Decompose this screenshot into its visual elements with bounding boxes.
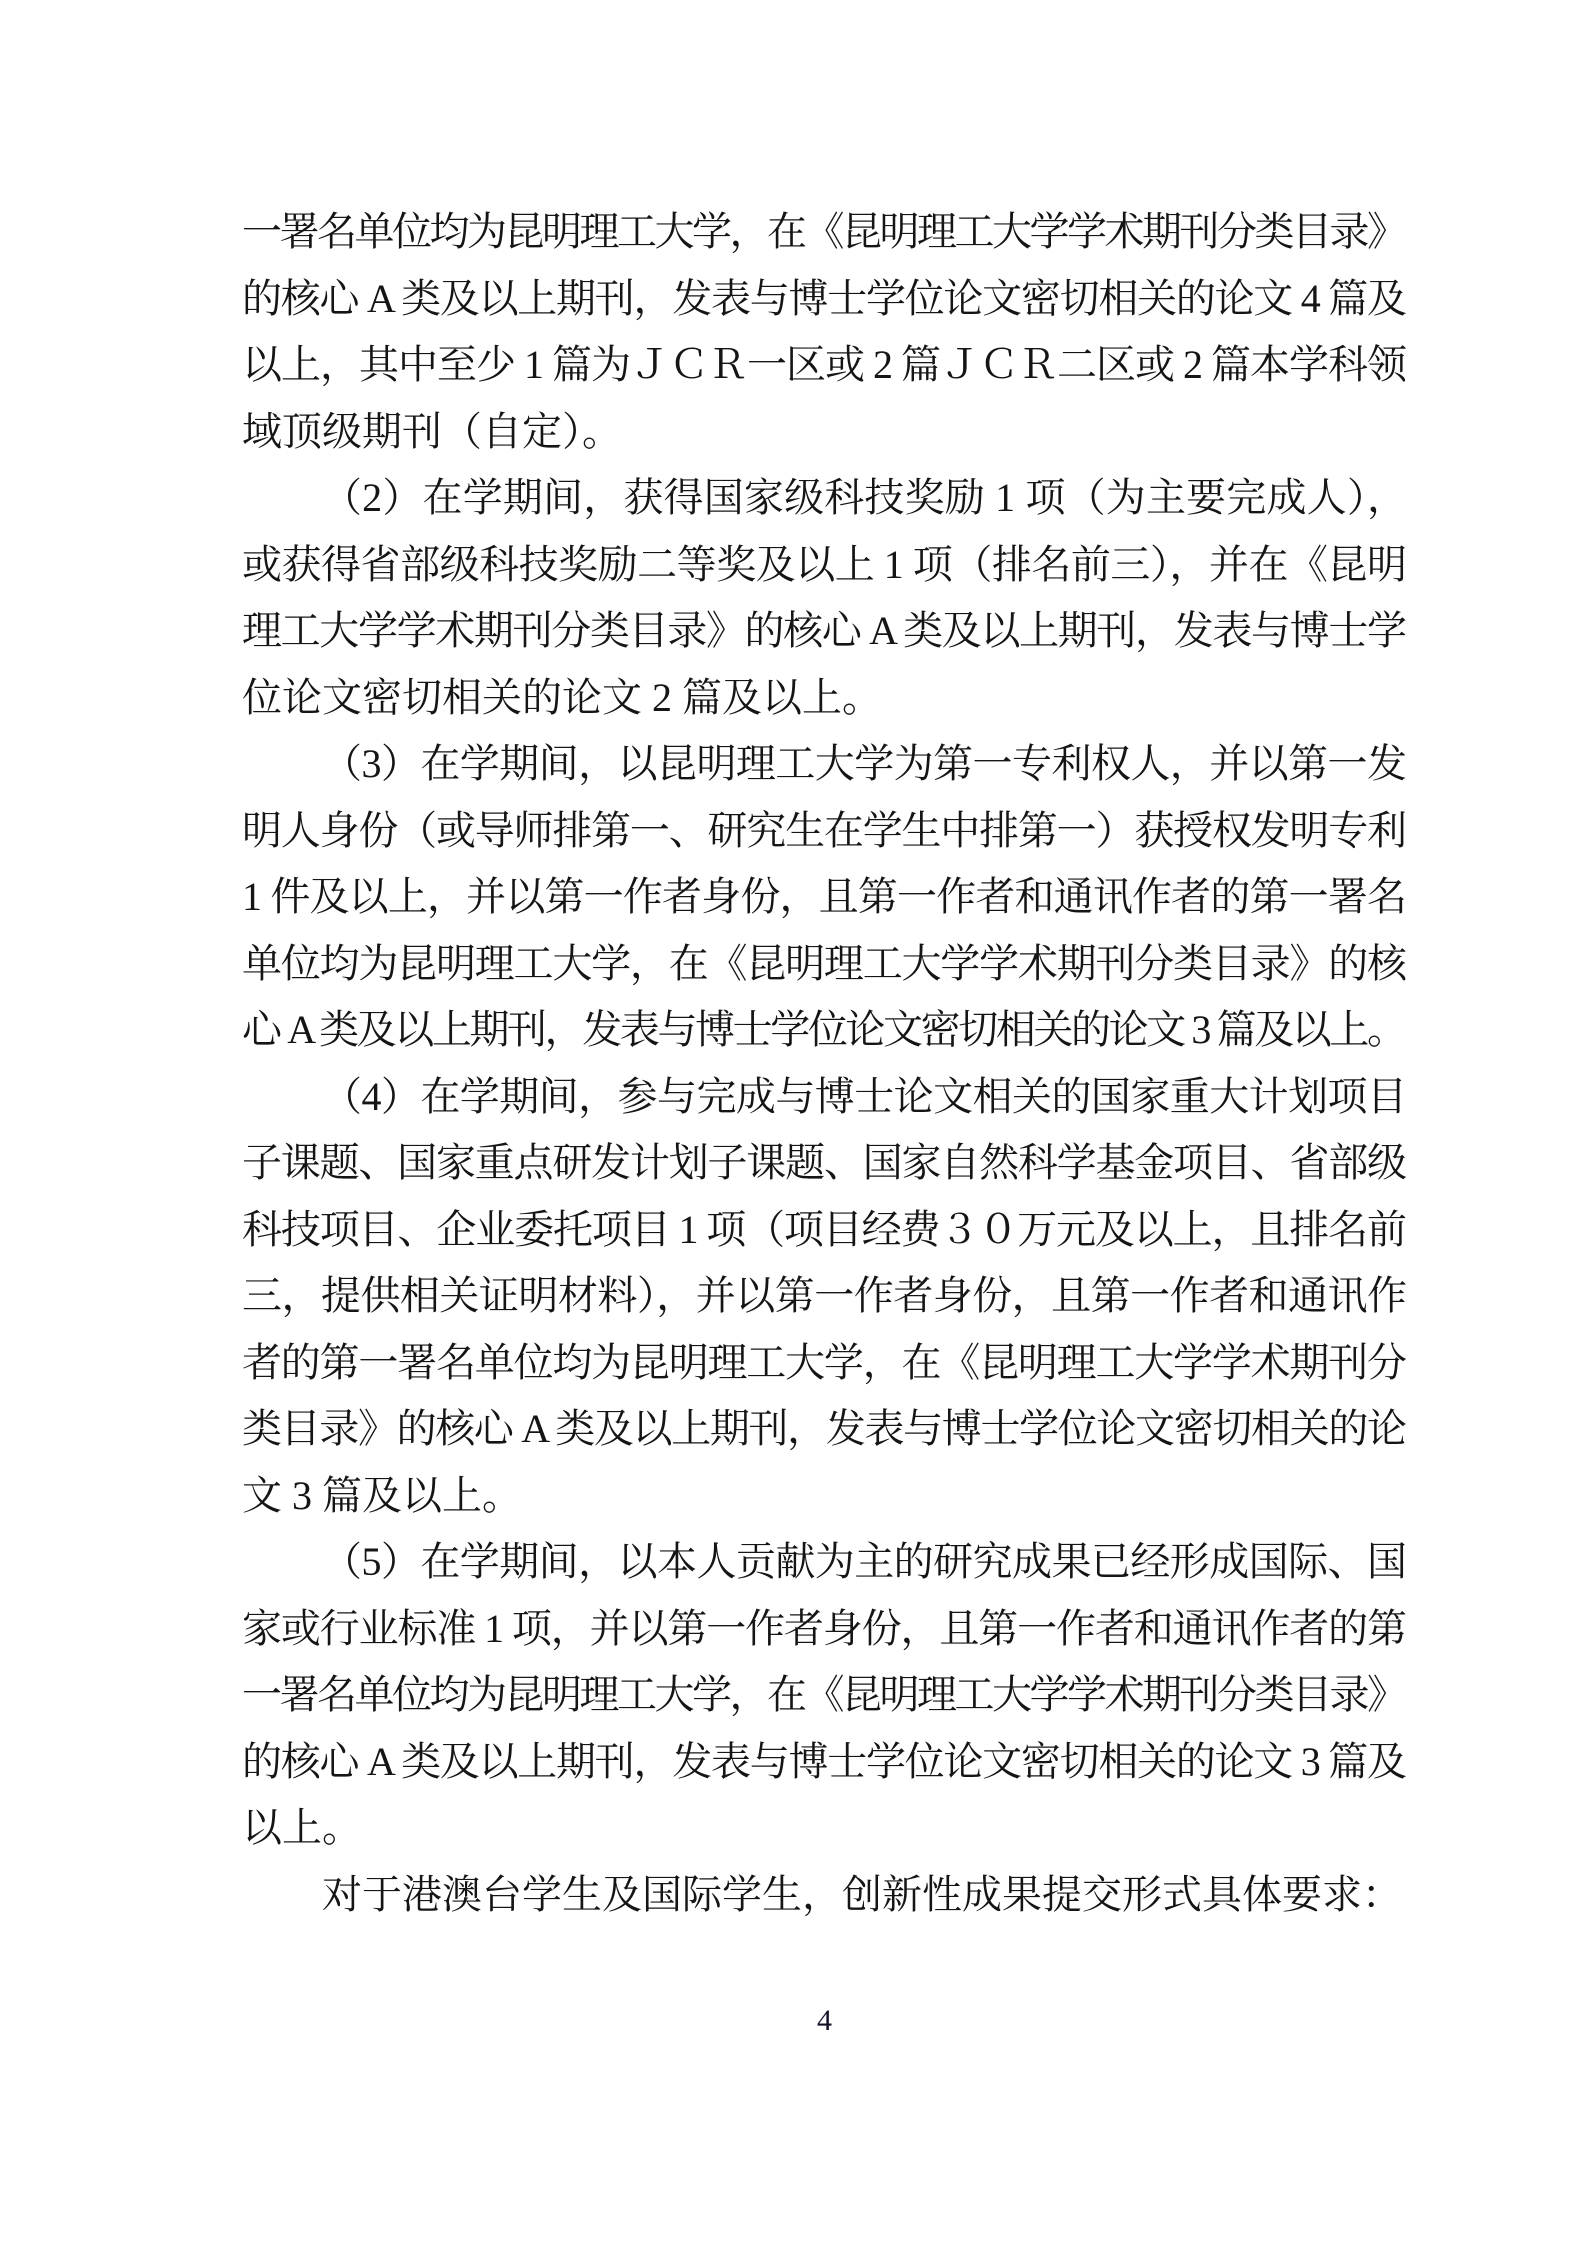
text-line — [242, 665, 1407, 732]
text-line-content: （5）在学期间，以本人贡献为主的研究成果已经形成国际、国 — [322, 1539, 1407, 1584]
text-line — [242, 864, 1407, 931]
text-line-content: 位论文密切相关的论文 2 篇及以上。 — [242, 674, 882, 720]
text-line — [242, 1862, 1407, 1929]
text-line — [242, 1529, 1407, 1596]
text-line — [242, 332, 1407, 399]
text-line-content: 类目录》的核心 A 类及以上期刊，发表与博士学位论文密切相关的论 — [242, 1406, 1406, 1451]
text-line-content: 域顶级期刊（自定）。 — [242, 408, 622, 454]
text-line-content: 文 3 篇及以上。 — [242, 1472, 522, 1518]
text-line-content: （4）在学期间，参与完成与博士论文相关的国家重大计划项目 — [322, 1073, 1407, 1119]
text-line — [242, 399, 1407, 466]
text-line — [242, 465, 1407, 532]
text-line — [242, 1130, 1407, 1197]
text-line-content: （2）在学期间，获得国家级科技奖励 1 项（为主要完成人）， — [322, 475, 1408, 520]
text-line — [242, 1263, 1407, 1330]
text-line-content: 对于港澳台学生及国际学生，创新性成果提交形式具体要求： — [322, 1871, 1402, 1917]
text-line — [242, 1396, 1407, 1463]
text-line-content: 理工大学学术期刊分类目录》的核心 A 类及以上期刊，发表与博士学 — [242, 608, 1406, 653]
text-line-content: 单位均为昆明理工大学，在《昆明理工大学学术期刊分类目录》的核 — [242, 940, 1406, 986]
text-line-content: 一署名单位均为昆明理工大学，在《昆明理工大学学术期刊分类目录》 — [242, 1672, 1405, 1717]
text-line-content: 以上，其中至少 1 篇为ＪＣＲ一区或 2 篇ＪＣＲ二区或 2 篇本学科领 — [242, 342, 1406, 387]
text-line — [242, 1197, 1407, 1264]
text-line-content: 1 件及以上，并以第一作者身份，且第一作者和通讯作者的第一署名 — [242, 874, 1407, 919]
text-line — [242, 199, 1407, 266]
text-line-content: 或获得省部级科技奖励二等奖及以上 1 项（排名前三），并在《昆明 — [242, 541, 1407, 587]
text-line-content: 子课题、国家重点研发计划子课题、国家自然科学基金项目、省部级 — [242, 1140, 1406, 1185]
text-line-content: 三，提供相关证明材料），并以第一作者身份，且第一作者和通讯作 — [242, 1273, 1407, 1318]
text-line — [242, 1729, 1407, 1796]
text-line-content: 的核心 A 类及以上期刊，发表与博士学位论文密切相关的论文 3 篇及 — [242, 1738, 1406, 1784]
text-line-content: 明人身份（或导师排第一、研究生在学生中排第一）获授权发明专利 — [242, 807, 1406, 853]
text-line — [242, 997, 1407, 1064]
text-line-content: （3）在学期间，以昆明理工大学为第一专利权人，并以第一发 — [322, 741, 1407, 786]
text-line — [242, 1795, 1407, 1862]
text-line-content: 者的第一署名单位均为昆明理工大学，在《昆明理工大学学术期刊分 — [242, 1339, 1406, 1385]
text-line — [242, 1064, 1407, 1131]
text-line-content: 家或行业标准 1 项，并以第一作者身份，且第一作者和通讯作者的第 — [242, 1605, 1406, 1651]
text-line — [242, 1596, 1407, 1663]
text-line-content: 心 A 类及以上期刊，发表与博士学位论文密切相关的论文 3 篇及以上。 — [242, 1007, 1405, 1052]
text-line — [242, 931, 1407, 998]
text-line — [242, 532, 1407, 599]
text-line — [242, 731, 1407, 798]
text-line — [242, 598, 1407, 665]
text-line — [242, 1463, 1407, 1530]
text-line — [242, 798, 1407, 865]
text-line-content: 一署名单位均为昆明理工大学，在《昆明理工大学学术期刊分类目录》 — [242, 209, 1405, 254]
text-line-content: 的核心 A 类及以上期刊，发表与博士学位论文密切相关的论文 4 篇及 — [242, 275, 1406, 321]
text-line — [242, 1662, 1407, 1729]
document-body — [242, 199, 1407, 1928]
text-line — [242, 266, 1407, 333]
text-line-content: 科技项目、企业委托项目 1 项（项目经费３０万元及以上，且排名前 — [242, 1206, 1406, 1252]
text-line-content: 以上。 — [242, 1805, 362, 1850]
page-number: 4 — [817, 2004, 832, 2037]
text-line — [242, 1330, 1407, 1397]
